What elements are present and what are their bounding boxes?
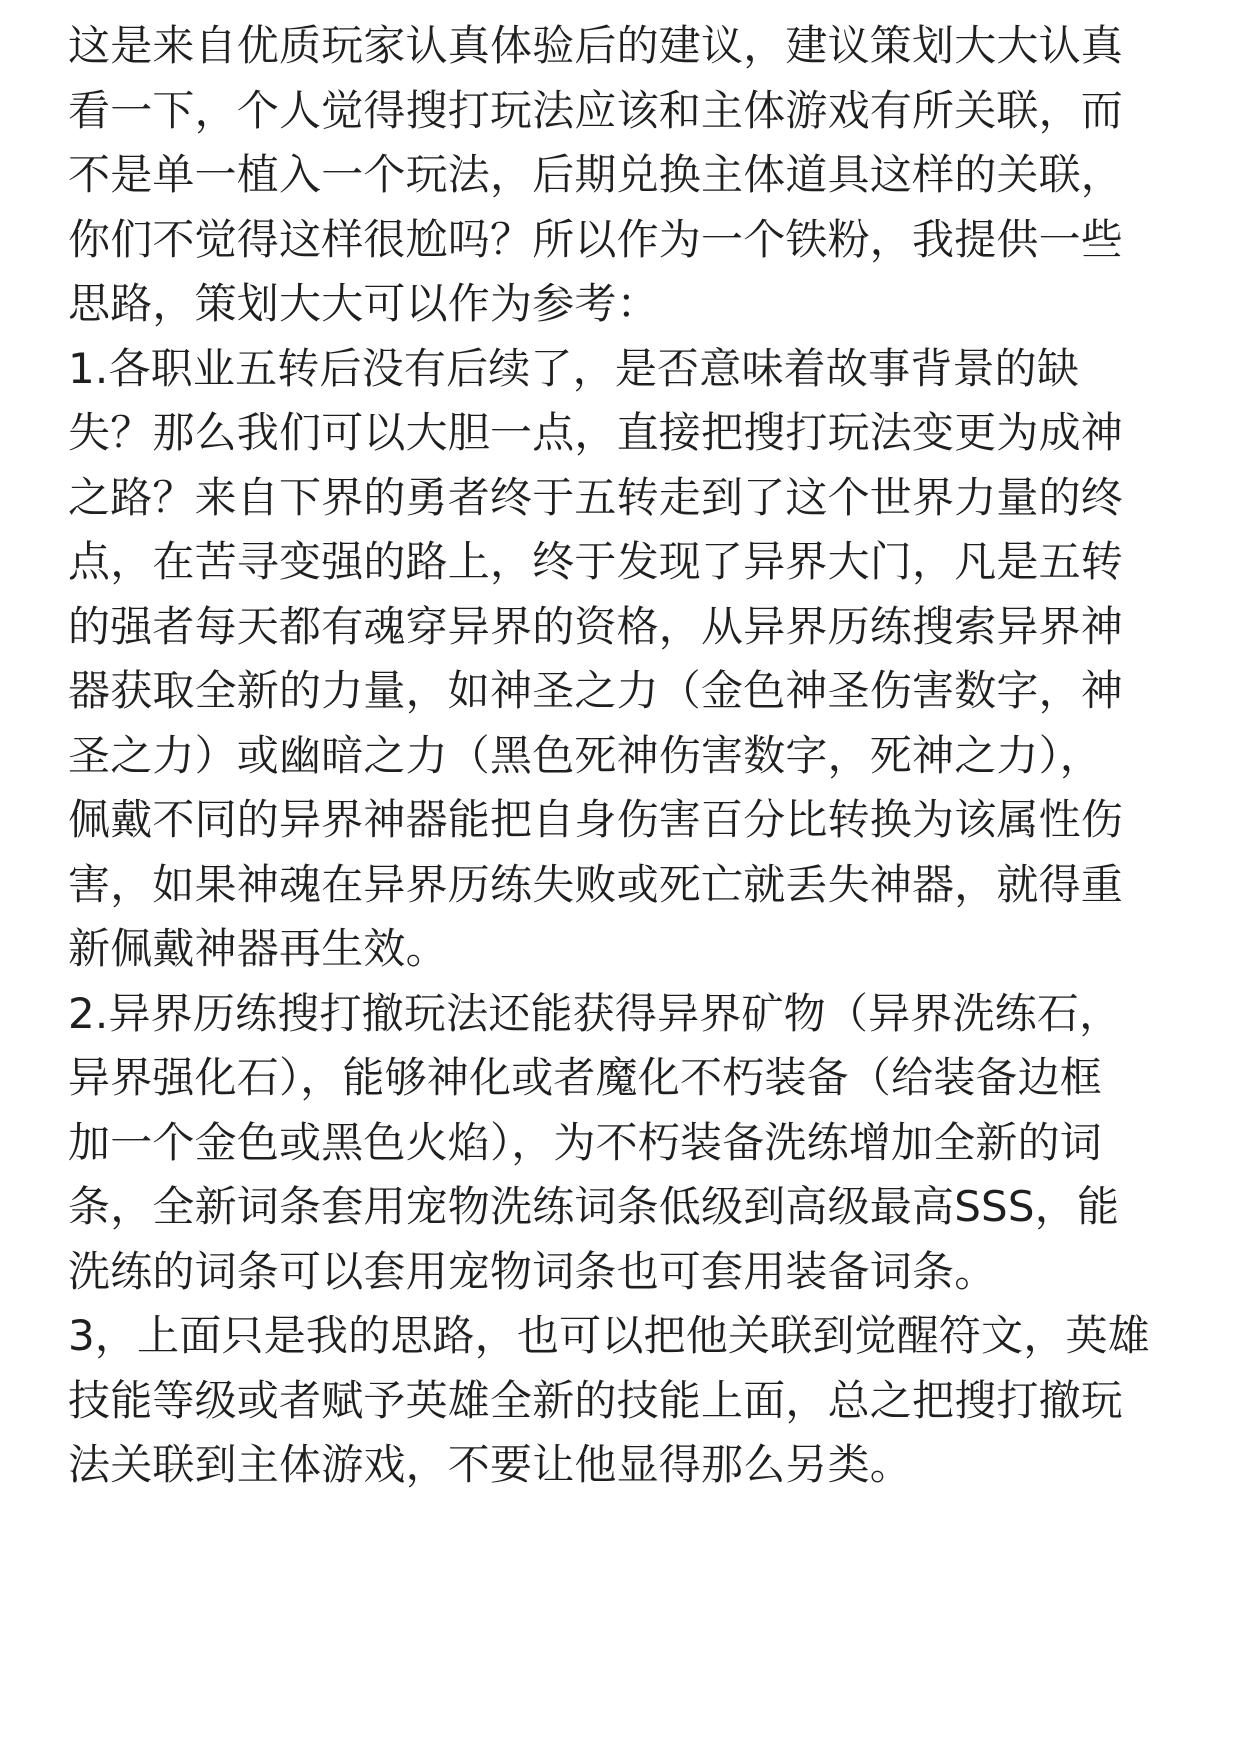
text-line: 这是来自优质玩家认真体验后的建议，建议策划大大认真 bbox=[68, 21, 1124, 70]
text-line: 失？那么我们可以大胆一点，直接把搜打玩法变更为成神 bbox=[68, 408, 1124, 457]
text-line: 害，如果神魂在异界历练失败或死亡就丢失神器，就得重 bbox=[68, 859, 1124, 909]
paragraph-intro bbox=[68, 14, 1200, 337]
text-line: 点，在苦寻变强的路上，终于发现了异界大门，凡是五转 bbox=[68, 537, 1124, 586]
text-line: 1.各职业五转后没有后续了，是否意味着故事背景的缺 bbox=[68, 343, 1080, 393]
paragraph-point-1 bbox=[68, 337, 1200, 982]
text-line: 3，上面只是我的思路，也可以把他关联到觉醒符文，英雄 bbox=[68, 1311, 1150, 1360]
text-line: 的强者每天都有魂穿异界的资格，从异界历练搜索异界神 bbox=[68, 601, 1124, 651]
text-line: 技能等级或者赋予英雄全新的技能上面，总之把搜打撤玩 bbox=[68, 1375, 1124, 1425]
text-line: 加一个金色或黑色火焰），为不朽装备洗练增加全新的词 bbox=[68, 1117, 1103, 1167]
text-line: 圣之力）或幽暗之力（黑色死神伤害数字，死神之力）， bbox=[68, 730, 1103, 780]
post-body bbox=[68, 14, 1200, 1498]
text-line: 看一下，个人觉得搜打玩法应该和主体游戏有所关联，而 bbox=[68, 85, 1124, 135]
text-line: 思路，策划大大可以作为参考： bbox=[68, 279, 659, 328]
text-line: 不是单一植入一个玩法，后期兑换主体道具这样的关联， bbox=[68, 150, 1124, 199]
text-line: 之路？来自下界的勇者终于五转走到了这个世界力量的终 bbox=[68, 472, 1124, 522]
text-line: 洗练的词条可以套用宠物词条也可套用装备词条。 bbox=[68, 1246, 997, 1296]
text-line: 新佩戴神器再生效。 bbox=[68, 924, 448, 973]
text-line: 你们不觉得这样很尬吗？所以作为一个铁粉，我提供一些 bbox=[68, 214, 1124, 264]
paragraph-point-3 bbox=[68, 1304, 1200, 1498]
text-line: 法关联到主体游戏，不要让他显得那么另类。 bbox=[68, 1440, 913, 1489]
text-line: 佩戴不同的异界神器能把自身伤害百分比转换为该属性伤 bbox=[68, 795, 1124, 844]
text-line: 2.异界历练搜打撤玩法还能获得异界矿物（异界洗练石， bbox=[68, 988, 1122, 1038]
paragraph-point-2 bbox=[68, 982, 1200, 1305]
text-line: 异界强化石），能够神化或者魔化不朽装备（给装备边框 bbox=[68, 1053, 1103, 1102]
text-line: 器获取全新的力量，如神圣之力（金色神圣伤害数字，神 bbox=[68, 666, 1124, 715]
text-line: 条，全新词条套用宠物洗练词条低级到高级最高SSS，能 bbox=[68, 1182, 1120, 1231]
